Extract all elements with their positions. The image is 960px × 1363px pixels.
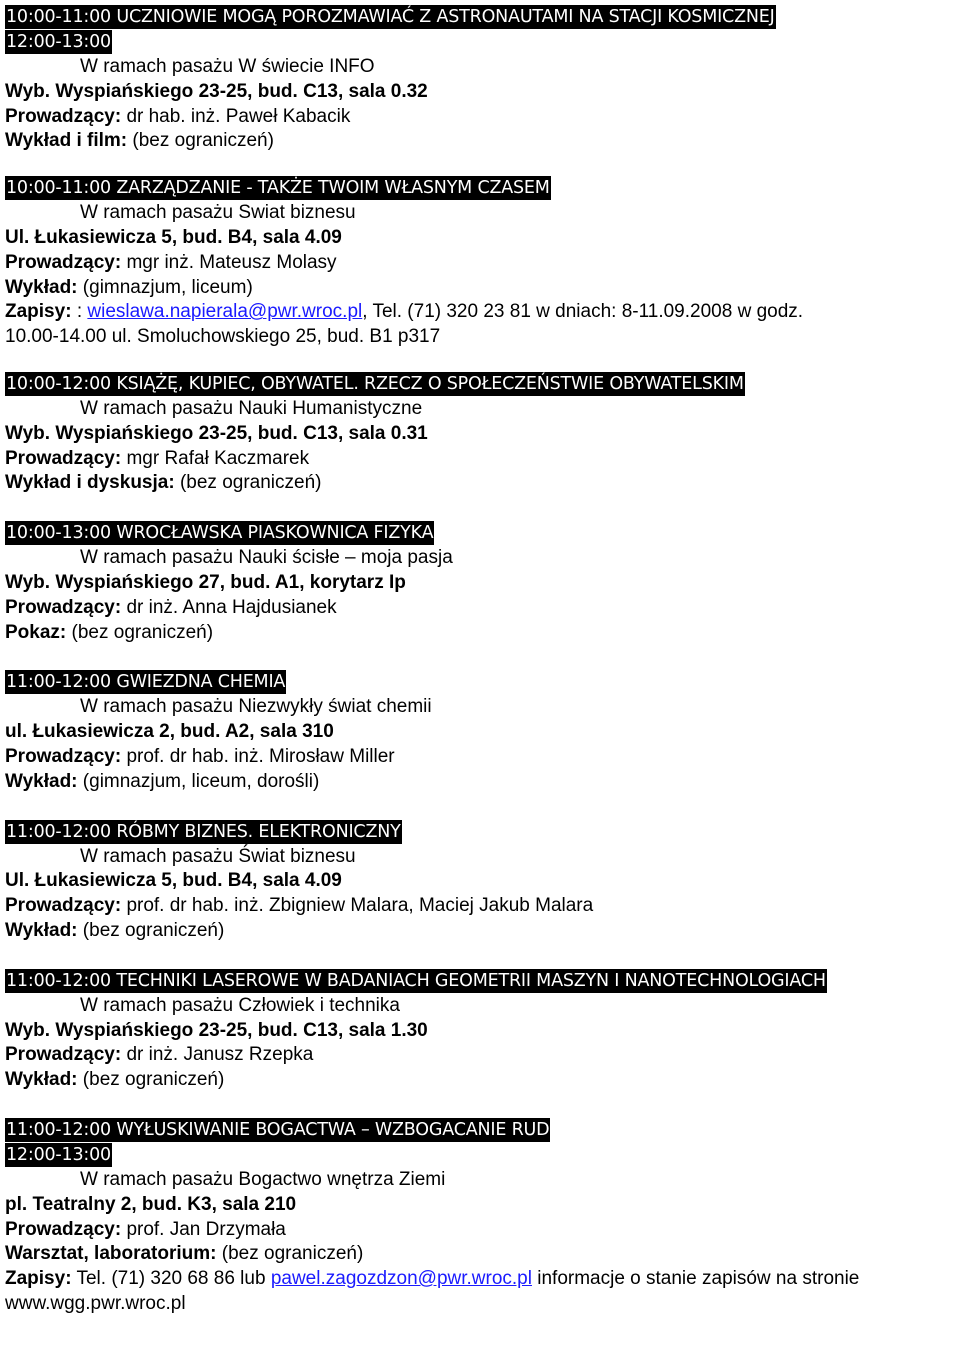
event-schedule (5, 0, 960, 1317)
event-format: Wykład: (bez ograniczeń) (5, 1069, 225, 1091)
event-leader: Prowadzący: prof. dr hab. inż. Mirosław Miller (5, 745, 395, 767)
event-format: Warsztat, laboratorium: (bez ograniczeń) (5, 1243, 364, 1265)
event-1 (5, 0, 960, 154)
event-time-extra: 12:00-13:00 (6, 1144, 111, 1165)
event-title: 10:00-12:00 KSIĄŻĘ, KUPIEC, OBYWATEL. RZECZ O SPOŁECZEŃSTWIE OBYWATELSKIM (6, 373, 744, 394)
event-time-extra: 12:00-13:00 (6, 32, 111, 52)
event-title: 11:00-12:00 WYŁUSKIWANIE BOGACTWA – WZBOGACANIE RUD (6, 1119, 550, 1140)
event-leader: Prowadzący: dr hab. inż. Paweł Kabacik (5, 105, 351, 127)
event-format: Wykład i film: (bez ograniczeń) (5, 130, 274, 152)
event-title: 11:00-12:00 TECHNIKI LASEROWE W BADANIACH GEOMETRII MASZYN I NANOTECHNOLOGIACH (6, 970, 826, 991)
event-signup: Zapisy: Tel. (71) 320 68 86 lub pawel.zagozdzon@pwr.wroc.pl informacje o stanie zapisów na stronie (5, 1268, 860, 1290)
event-programme: W ramach pasażu Nauki Humanistyczne (80, 397, 423, 419)
event-address: ul. Łukasiewicza 2, bud. A2, sala 310 (5, 721, 334, 743)
event-7 (5, 969, 960, 1093)
event-programme: W ramach pasażu Nauki ścisłe – moja pasja (80, 547, 453, 569)
event-leader: Prowadzący: mgr inż. Mateusz Molasy (5, 251, 337, 273)
event-format: Wykład: (bez ograniczeń) (5, 919, 225, 941)
event-6 (5, 820, 960, 944)
event-programme: W ramach pasażu W świecie INFO (80, 56, 375, 77)
event-format: Wykład: (gimnazjum, liceum) (5, 276, 253, 298)
event-signup: Zapisy: : wieslawa.napierala@pwr.wroc.pl, Tel. (71) 320 23 81 w dniach: 8-11.09.2008 w godz. (5, 301, 804, 323)
event-signup-location: 10.00-14.00 ul. Smoluchowskiego 25, bud. B1 p317 (5, 326, 441, 348)
event-4 (5, 521, 960, 645)
event-leader: Prowadzący: dr inż. Anna Hajdusianek (5, 596, 337, 618)
event-address: Wyb. Wyspiańskiego 27, bud. A1, korytarz Ip (5, 571, 406, 593)
signup-email-link[interactable]: wieslawa.napierala@pwr.wroc.pl (87, 301, 363, 323)
event-8 (5, 1118, 960, 1317)
event-address: Wyb. Wyspiańskiego 23-25, bud. C13, sala 1.30 (5, 1019, 428, 1041)
event-title: 10:00-11:00 ZARZĄDZANIE - TAKŻE TWOIM WŁASNYM CZASEM (6, 178, 550, 199)
event-programme: W ramach pasażu Świat biznesu (80, 845, 356, 867)
event-signup-website[interactable]: www.wgg.pwr.wroc.pl (5, 1292, 186, 1314)
event-leader: Prowadzący: dr inż. Janusz Rzepka (5, 1044, 314, 1066)
event-format: Pokaz: (bez ograniczeń) (5, 621, 214, 643)
event-leader: Prowadzący: prof. dr hab. inż. Zbigniew Malara, Maciej Jakub Malara (5, 895, 594, 917)
event-programme: W ramach pasażu Niezwykły świat chemii (80, 696, 432, 718)
event-title: 11:00-12:00 RÓBMY BIZNES. ELEKTRONICZNY (6, 821, 401, 842)
event-address: Ul. Łukasiewicza 5, bud. B4, sala 4.09 (5, 870, 342, 892)
event-leader: Prowadzący: prof. Jan Drzymała (5, 1218, 286, 1240)
event-format: Wykład: (gimnazjum, liceum, dorośli) (5, 770, 320, 792)
event-title: 10:00-11:00 UCZNIOWIE MOGĄ POROZMAWIAĆ Z ASTRONAUTAMI NA STACJI KOSMICZNEJ (6, 7, 775, 27)
event-address: Wyb. Wyspiańskiego 23-25, bud. C13, sala 0.32 (5, 80, 428, 102)
signup-email-link[interactable]: pawel.zagozdzon@pwr.wroc.pl (270, 1268, 532, 1290)
event-2 (5, 176, 960, 350)
event-programme: W ramach pasażu Swiat biznesu (80, 202, 356, 224)
event-address: Wyb. Wyspiańskiego 23-25, bud. C13, sala 0.31 (5, 422, 428, 444)
event-title: 10:00-13:00 WROCŁAWSKA PIASKOWNICA FIZYKA (6, 523, 434, 544)
event-format: Wykład i dyskusja: (bez ograniczeń) (5, 472, 322, 494)
event-address: pl. Teatralny 2, bud. K3, sala 210 (5, 1193, 297, 1215)
event-5 (5, 670, 960, 794)
event-3 (5, 372, 960, 496)
event-programme: W ramach pasażu Bogactwo wnętrza Ziemi (80, 1168, 446, 1190)
event-leader: Prowadzący: mgr Rafał Kaczmarek (5, 447, 310, 469)
event-address: Ul. Łukasiewicza 5, bud. B4, sala 4.09 (5, 226, 342, 248)
event-title: 11:00-12:00 GWIEZDNA CHEMIA (6, 672, 286, 693)
event-programme: W ramach pasażu Człowiek i technika (80, 994, 400, 1016)
